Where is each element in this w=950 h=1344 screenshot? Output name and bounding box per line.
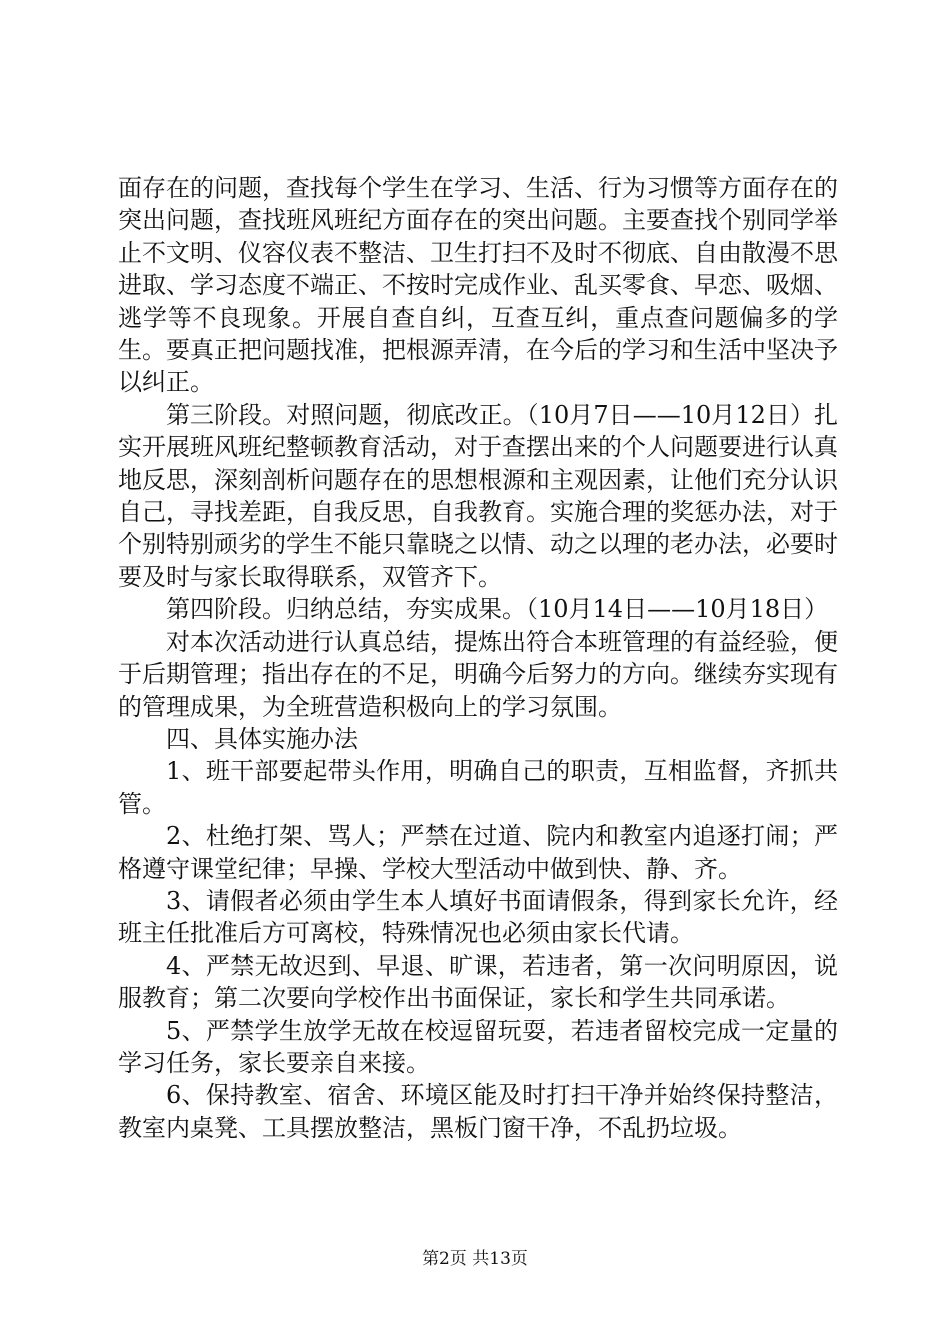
- list-item-5: 5、严禁学生放学无故在校逗留玩耍，若违者留校完成一定量的学习任务，家长要亲自来接。: [118, 1016, 838, 1077]
- page-number-label: 第2页 共13页: [422, 1249, 528, 1269]
- list-item-6: 6、保持教室、宿舍、环境区能及时打扫干净并始终保持整洁，教室内桌凳、工具摆放整洁，黑板门窗干净，不乱扔垃圾。: [118, 1081, 838, 1142]
- paragraph-stage-four: 第四阶段。归纳总结，夯实成果。（10月14日——10月18日）: [166, 595, 829, 624]
- document-body: [118, 172, 838, 1144]
- section-heading-implementation: 四、具体实施办法: [166, 724, 358, 753]
- paragraph-continued: 面存在的问题，查找每个学生在学习、生活、行为习惯等方面存在的突出问题，查找班风班纪方面存在的突出问题。主要查找个别同学举止不文明、仪容仪表不整洁、卫生打扫不及时不彻底、自由散漫不思进取、学习态度不端正、不按时完成作业、乱买零食、早恋、吸烟、逃学等不良现象。开展自查自纠，互查互纠，重点查问题偏多的学生。要真正把问题找准，把根源弄清，在今后的学习和生活中坚决予以纠正。: [118, 174, 838, 397]
- page-footer: [0, 1244, 950, 1269]
- list-item-3: 3、请假者必须由学生本人填好书面请假条，得到家长允许，经班主任批准后方可离校，特殊情况也必须由家长代请。: [118, 886, 838, 948]
- list-item-4: 4、严禁无故迟到、早退、旷课，若违者，第一次问明原因，说服教育；第二次要向学校作出书面保证，家长和学生共同承诺。: [118, 951, 838, 1013]
- paragraph-stage-three: 第三阶段。对照问题，彻底改正。（10月7日——10月12日）扎实开展班风班纪整顿教育活动，对于查摆出来的个人问题要进行认真地反思，深刻剖析问题存在的思想根源和主观因素，让他们充分认识自己，寻找差距，自我反思，自我教育。实施合理的奖惩办法，对于个别特别顽劣的学生不能只靠晓之以情、动之以理的老办法，必要时要及时与家长取得联系，双管齐下。: [118, 400, 838, 591]
- list-item-2: 2、杜绝打架、骂人；严禁在过道、院内和教室内追逐打闹；严格遵守课堂纪律；早操、学校大型活动中做到快、静、齐。: [118, 822, 838, 883]
- list-item-1: 1、班干部要起带头作用，明确自己的职责，互相监督，齐抓共管。: [118, 757, 838, 818]
- paragraph-summary: 对本次活动进行认真总结，提炼出符合本班管理的有益经验，便于后期管理；指出存在的不足，明确今后努力的方向。继续夯实现有的管理成果，为全班营造积极向上的学习氛围。: [118, 627, 838, 721]
